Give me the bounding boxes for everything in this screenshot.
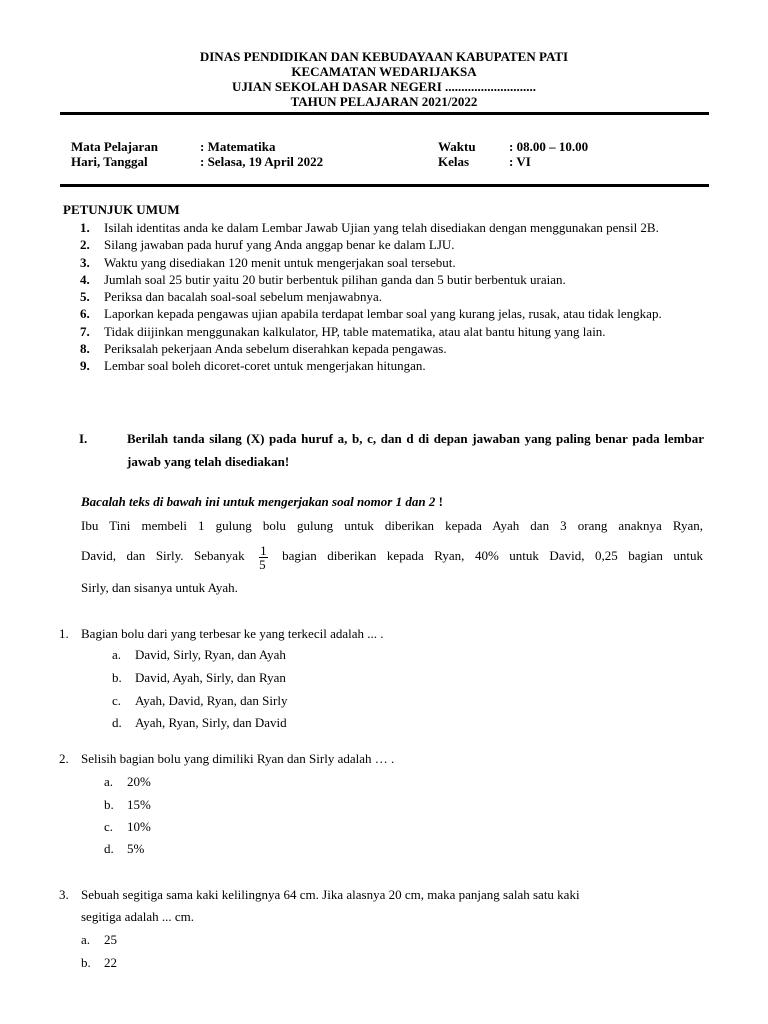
subject-label: Mata Pelajaran bbox=[71, 139, 159, 154]
date-value: : Selasa, 19 April 2022 bbox=[200, 154, 324, 169]
instruction-item bbox=[63, 219, 703, 236]
fraction bbox=[259, 544, 268, 571]
option-text: 15% bbox=[127, 797, 151, 812]
general-instructions-title: PETUNJUK UMUM bbox=[63, 202, 180, 217]
fraction-denominator: 5 bbox=[259, 556, 266, 572]
instruction-item bbox=[63, 288, 703, 305]
question-number: 3. bbox=[59, 887, 69, 902]
fraction-numerator: 1 bbox=[260, 542, 267, 558]
question-number: 2. bbox=[59, 751, 69, 766]
option-letter: c. bbox=[104, 819, 114, 834]
date-label: Hari, Tanggal bbox=[71, 154, 148, 169]
instruction-number: 9. bbox=[80, 358, 90, 374]
option-letter: b. bbox=[81, 955, 91, 970]
instruction-text: Lembar soal boleh dicoret-coret untuk mengerjakan hitungan. bbox=[104, 358, 426, 374]
question-text: Bagian bolu dari yang terbesar ke yang terkecil adalah ... . bbox=[81, 626, 384, 641]
option-letter: c. bbox=[112, 693, 122, 708]
option-text: 20% bbox=[127, 774, 151, 789]
question-text: Selisih bagian bolu yang dimiliki Ryan dan Sirly adalah … . bbox=[81, 751, 395, 766]
option-letter: d. bbox=[104, 841, 114, 856]
section-instruction-text: Berilah tanda silang (X) pada huruf a, b, c, dan d di depan jawaban yang paling benar pada lembar jawab yang telah disediakan! bbox=[127, 431, 704, 469]
instruction-number: 7. bbox=[80, 323, 90, 339]
class-value: : VI bbox=[509, 154, 531, 169]
option-letter: b. bbox=[112, 670, 122, 685]
instruction-number: 8. bbox=[80, 341, 90, 357]
reading-line-2-end: bagian diberikan kepada Ryan, 40% untuk David, 0,25 bagian untuk bbox=[282, 548, 704, 563]
option-text: 22 bbox=[104, 955, 117, 970]
section-number: I. bbox=[79, 431, 88, 446]
instruction-item bbox=[63, 357, 703, 374]
reading-line-2-start: David, dan Sirly. Sebanyak bbox=[81, 548, 245, 563]
section-instruction bbox=[79, 427, 704, 473]
instruction-text: Laporkan kepada pengawas ujian apabila terdapat lembar soal yang kurang jelas, rusak, atau tidak lengkap. bbox=[104, 306, 662, 322]
subject-value: : Matematika bbox=[200, 139, 276, 154]
instruction-text: Periksalah pekerjaan Anda sebelum diserahkan kepada pengawas. bbox=[104, 341, 447, 357]
question-number: 1. bbox=[59, 626, 69, 641]
question-3-text-cont: segitiga adalah ... cm. bbox=[81, 909, 194, 924]
option-text: 5% bbox=[127, 841, 145, 856]
option-letter: a. bbox=[104, 774, 114, 789]
header-divider bbox=[60, 112, 709, 115]
header-exam: UJIAN SEKOLAH DASAR NEGERI ............................ bbox=[231, 79, 537, 94]
instruction-number: 2. bbox=[80, 237, 90, 253]
option-text: 10% bbox=[127, 819, 151, 834]
header-district: KECAMATAN WEDARIJAKSA bbox=[291, 64, 477, 79]
instruction-item bbox=[63, 323, 703, 340]
instruction-text: Jumlah soal 25 butir yaitu 20 butir berbentuk pilihan ganda dan 5 butir berbentuk uraian. bbox=[104, 271, 566, 287]
time-label: Waktu bbox=[438, 139, 476, 154]
instruction-item bbox=[63, 271, 703, 288]
class-label: Kelas bbox=[438, 154, 470, 169]
question-text: Sebuah segitiga sama kaki kelilingnya 64 cm. Jika alasnya 20 cm, maka panjang salah satu kaki bbox=[81, 887, 580, 902]
instruction-number: 1. bbox=[80, 220, 90, 235]
time-value: : 08.00 – 10.00 bbox=[509, 139, 589, 154]
option-text: 25 bbox=[104, 932, 117, 947]
option-text: David, Ayah, Sirly, dan Ryan bbox=[135, 670, 286, 685]
option-text: David, Sirly, Ryan, dan Ayah bbox=[135, 647, 286, 662]
reading-line-3: Sirly, dan sisanya untuk Ayah. bbox=[81, 580, 238, 595]
instruction-item bbox=[63, 305, 703, 322]
general-instructions-list bbox=[63, 219, 703, 375]
option-text: Ayah, David, Ryan, dan Sirly bbox=[135, 693, 288, 708]
option-letter: a. bbox=[81, 932, 91, 947]
instruction-number: 3. bbox=[80, 254, 90, 270]
header-agency: DINAS PENDIDIKAN DAN KEBUDAYAAN KABUPATEN PATI bbox=[199, 49, 569, 64]
option-text: Ayah, Ryan, Sirly, dan David bbox=[135, 715, 287, 730]
document-header bbox=[0, 49, 768, 109]
instruction-item bbox=[63, 254, 703, 271]
instruction-number: 6. bbox=[80, 306, 90, 322]
header-year: TAHUN PELAJARAN 2021/2022 bbox=[290, 94, 478, 109]
reading-intro-text: Bacalah teks di bawah ini untuk mengerjakan soal nomor 1 dan 2 bbox=[81, 494, 436, 509]
option-letter: d. bbox=[112, 715, 122, 730]
instruction-number: 5. bbox=[80, 289, 90, 305]
instruction-text: Tidak diijinkan menggunakan kalkulator, HP, table matematika, atau alat bantu hitung yang lain. bbox=[104, 323, 606, 339]
instruction-text: Periksa dan bacalah soal-soal sebelum menjawabnya. bbox=[104, 289, 382, 305]
instruction-text: Silang jawaban pada huruf yang Anda anggap benar ke dalam LJU. bbox=[104, 237, 455, 253]
reading-intro-mark: ! bbox=[435, 494, 443, 509]
instruction-number: 4. bbox=[80, 271, 90, 287]
option-letter: b. bbox=[104, 797, 114, 812]
info-divider bbox=[60, 184, 709, 187]
instruction-item bbox=[63, 340, 703, 357]
reading-line-1: Ibu Tini membeli 1 gulung bolu gulung untuk diberikan kepada Ayah dan 3 orang anaknya Ryan, bbox=[81, 518, 703, 533]
reading-line-2 bbox=[81, 541, 703, 571]
instruction-text: Waktu yang disediakan 120 menit untuk mengerjakan soal tersebut. bbox=[104, 254, 456, 270]
instruction-item bbox=[63, 236, 703, 253]
reading-intro bbox=[81, 494, 443, 510]
instruction-text: Isilah identitas anda ke dalam Lembar Jawab Ujian yang telah disediakan dengan menggunakan pensil 2B. bbox=[104, 220, 659, 235]
option-letter: a. bbox=[112, 647, 122, 662]
